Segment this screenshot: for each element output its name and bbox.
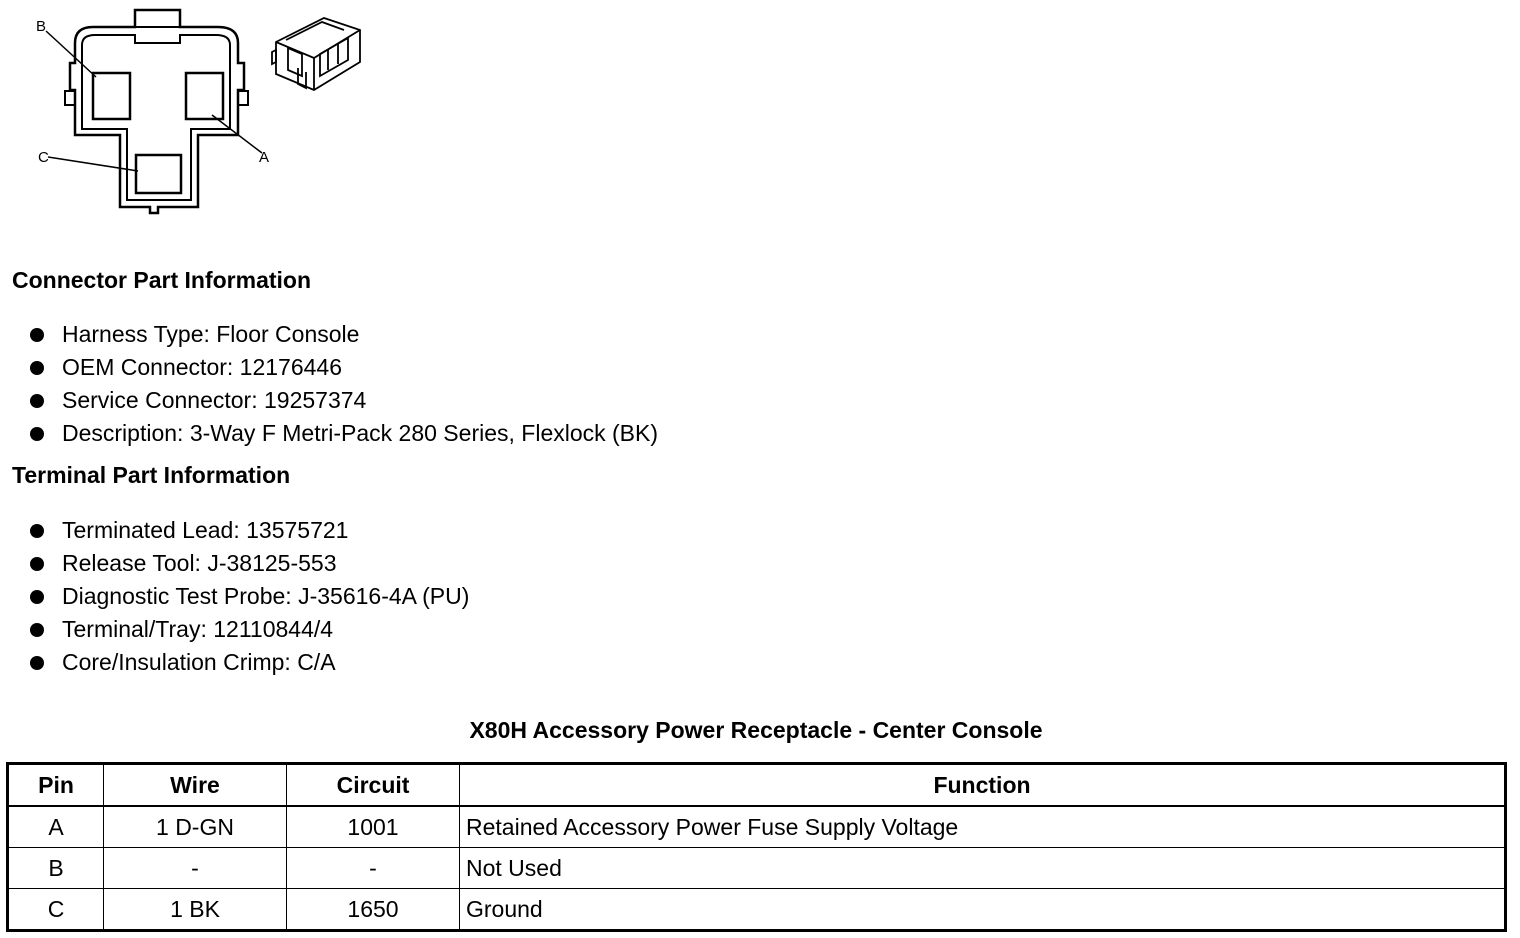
column-header-function: Function xyxy=(460,764,1506,807)
cell-function: Retained Accessory Power Fuse Supply Voltage xyxy=(460,806,1506,848)
cell-pin: C xyxy=(8,889,104,931)
column-header-circuit: Circuit xyxy=(287,764,460,807)
terminal-part-list xyxy=(28,514,469,679)
cell-circuit: - xyxy=(287,848,460,889)
cell-wire: 1 D-GN xyxy=(104,806,287,848)
list-item: Terminal/Tray: 12110844/4 xyxy=(28,613,469,646)
table-row xyxy=(8,889,1506,931)
list-item: Terminated Lead: 13575721 xyxy=(28,514,469,547)
cell-wire: 1 BK xyxy=(104,889,287,931)
pin-label-a: A xyxy=(259,149,270,166)
list-item: Service Connector: 19257374 xyxy=(28,384,658,417)
list-item: Release Tool: J-38125-553 xyxy=(28,547,469,580)
pin-label-c: C xyxy=(38,149,49,166)
connector-part-heading: Connector Part Information xyxy=(12,267,312,293)
cell-function: Ground xyxy=(460,889,1506,931)
cell-circuit: 1001 xyxy=(287,806,460,848)
connector-isometric-illustration xyxy=(268,10,368,100)
list-item: Harness Type: Floor Console xyxy=(28,318,658,351)
table-row xyxy=(8,806,1506,848)
table-header-row xyxy=(8,764,1506,807)
pin-label-b: B xyxy=(36,18,47,35)
cell-wire: - xyxy=(104,848,287,889)
column-header-pin: Pin xyxy=(8,764,104,807)
pinout-table xyxy=(6,762,1507,932)
list-item: Diagnostic Test Probe: J-35616-4A (PU) xyxy=(28,580,469,613)
table-title: X80H Accessory Power Receptacle - Center Console xyxy=(469,717,1043,743)
cell-pin: B xyxy=(8,848,104,889)
terminal-part-heading: Terminal Part Information xyxy=(12,462,291,488)
list-item: Core/Insulation Crimp: C/A xyxy=(28,646,469,679)
cell-function: Not Used xyxy=(460,848,1506,889)
cell-circuit: 1650 xyxy=(287,889,460,931)
table-row xyxy=(8,848,1506,889)
column-header-wire: Wire xyxy=(104,764,287,807)
list-item: Description: 3-Way F Metri-Pack 280 Series, Flexlock (BK) xyxy=(28,417,658,450)
cell-pin: A xyxy=(8,806,104,848)
list-item: OEM Connector: 12176446 xyxy=(28,351,658,384)
connector-part-list xyxy=(28,318,658,450)
connector-face-diagram xyxy=(30,5,280,220)
